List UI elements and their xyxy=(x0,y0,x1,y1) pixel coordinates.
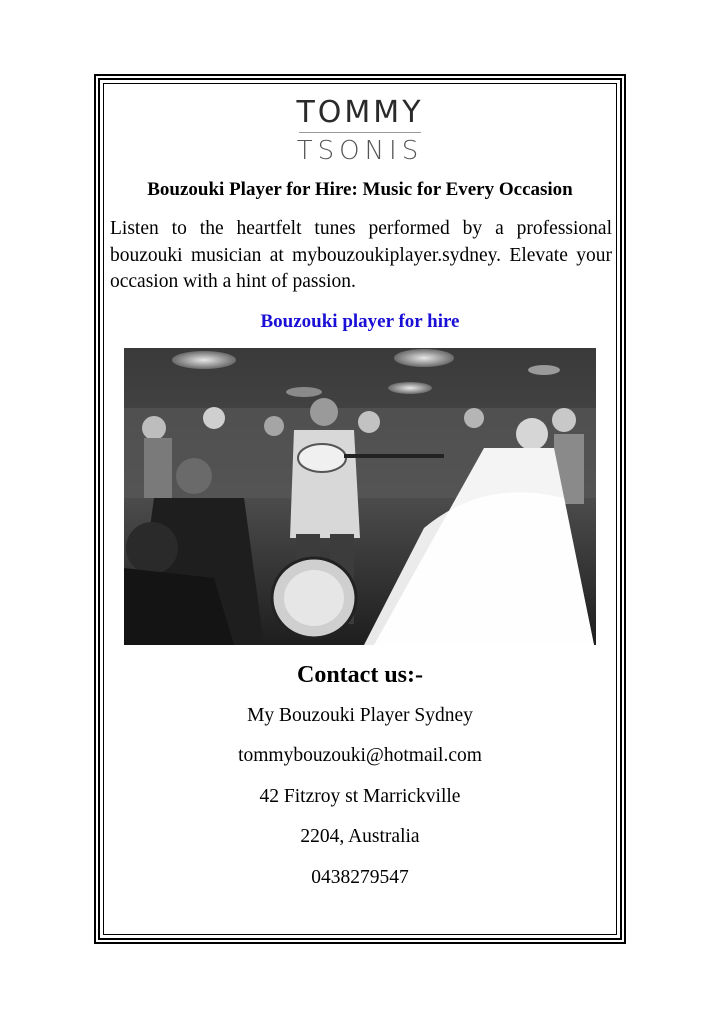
wedding-performance-photo xyxy=(124,348,596,645)
contact-email[interactable]: tommybouzouki@hotmail.com xyxy=(238,745,482,766)
bouzouki-hire-link[interactable]: Bouzouki player for hire xyxy=(260,311,460,332)
contact-phone[interactable]: 0438279547 xyxy=(311,867,409,888)
logo-line-1: TOMMY xyxy=(296,95,424,130)
contact-address-street: 42 Fitzroy st Marrickville xyxy=(259,786,461,807)
contact-address-city: 2204, Australia xyxy=(300,826,420,847)
intro-paragraph: Listen to the heartfelt tunes performed by a professional bouzouki musician at mybouzoukiplayer.sydney. Elevate your occasion with a hint of passion. xyxy=(110,218,612,292)
logo-line-2: TSONIS xyxy=(296,136,424,166)
logo-divider xyxy=(299,132,421,133)
page-heading: Bouzouki Player for Hire: Music for Every Occasion xyxy=(147,179,573,200)
contact-title: Contact us:- xyxy=(297,662,423,688)
brand-logo xyxy=(0,96,720,166)
contact-business-name: My Bouzouki Player Sydney xyxy=(247,705,473,726)
